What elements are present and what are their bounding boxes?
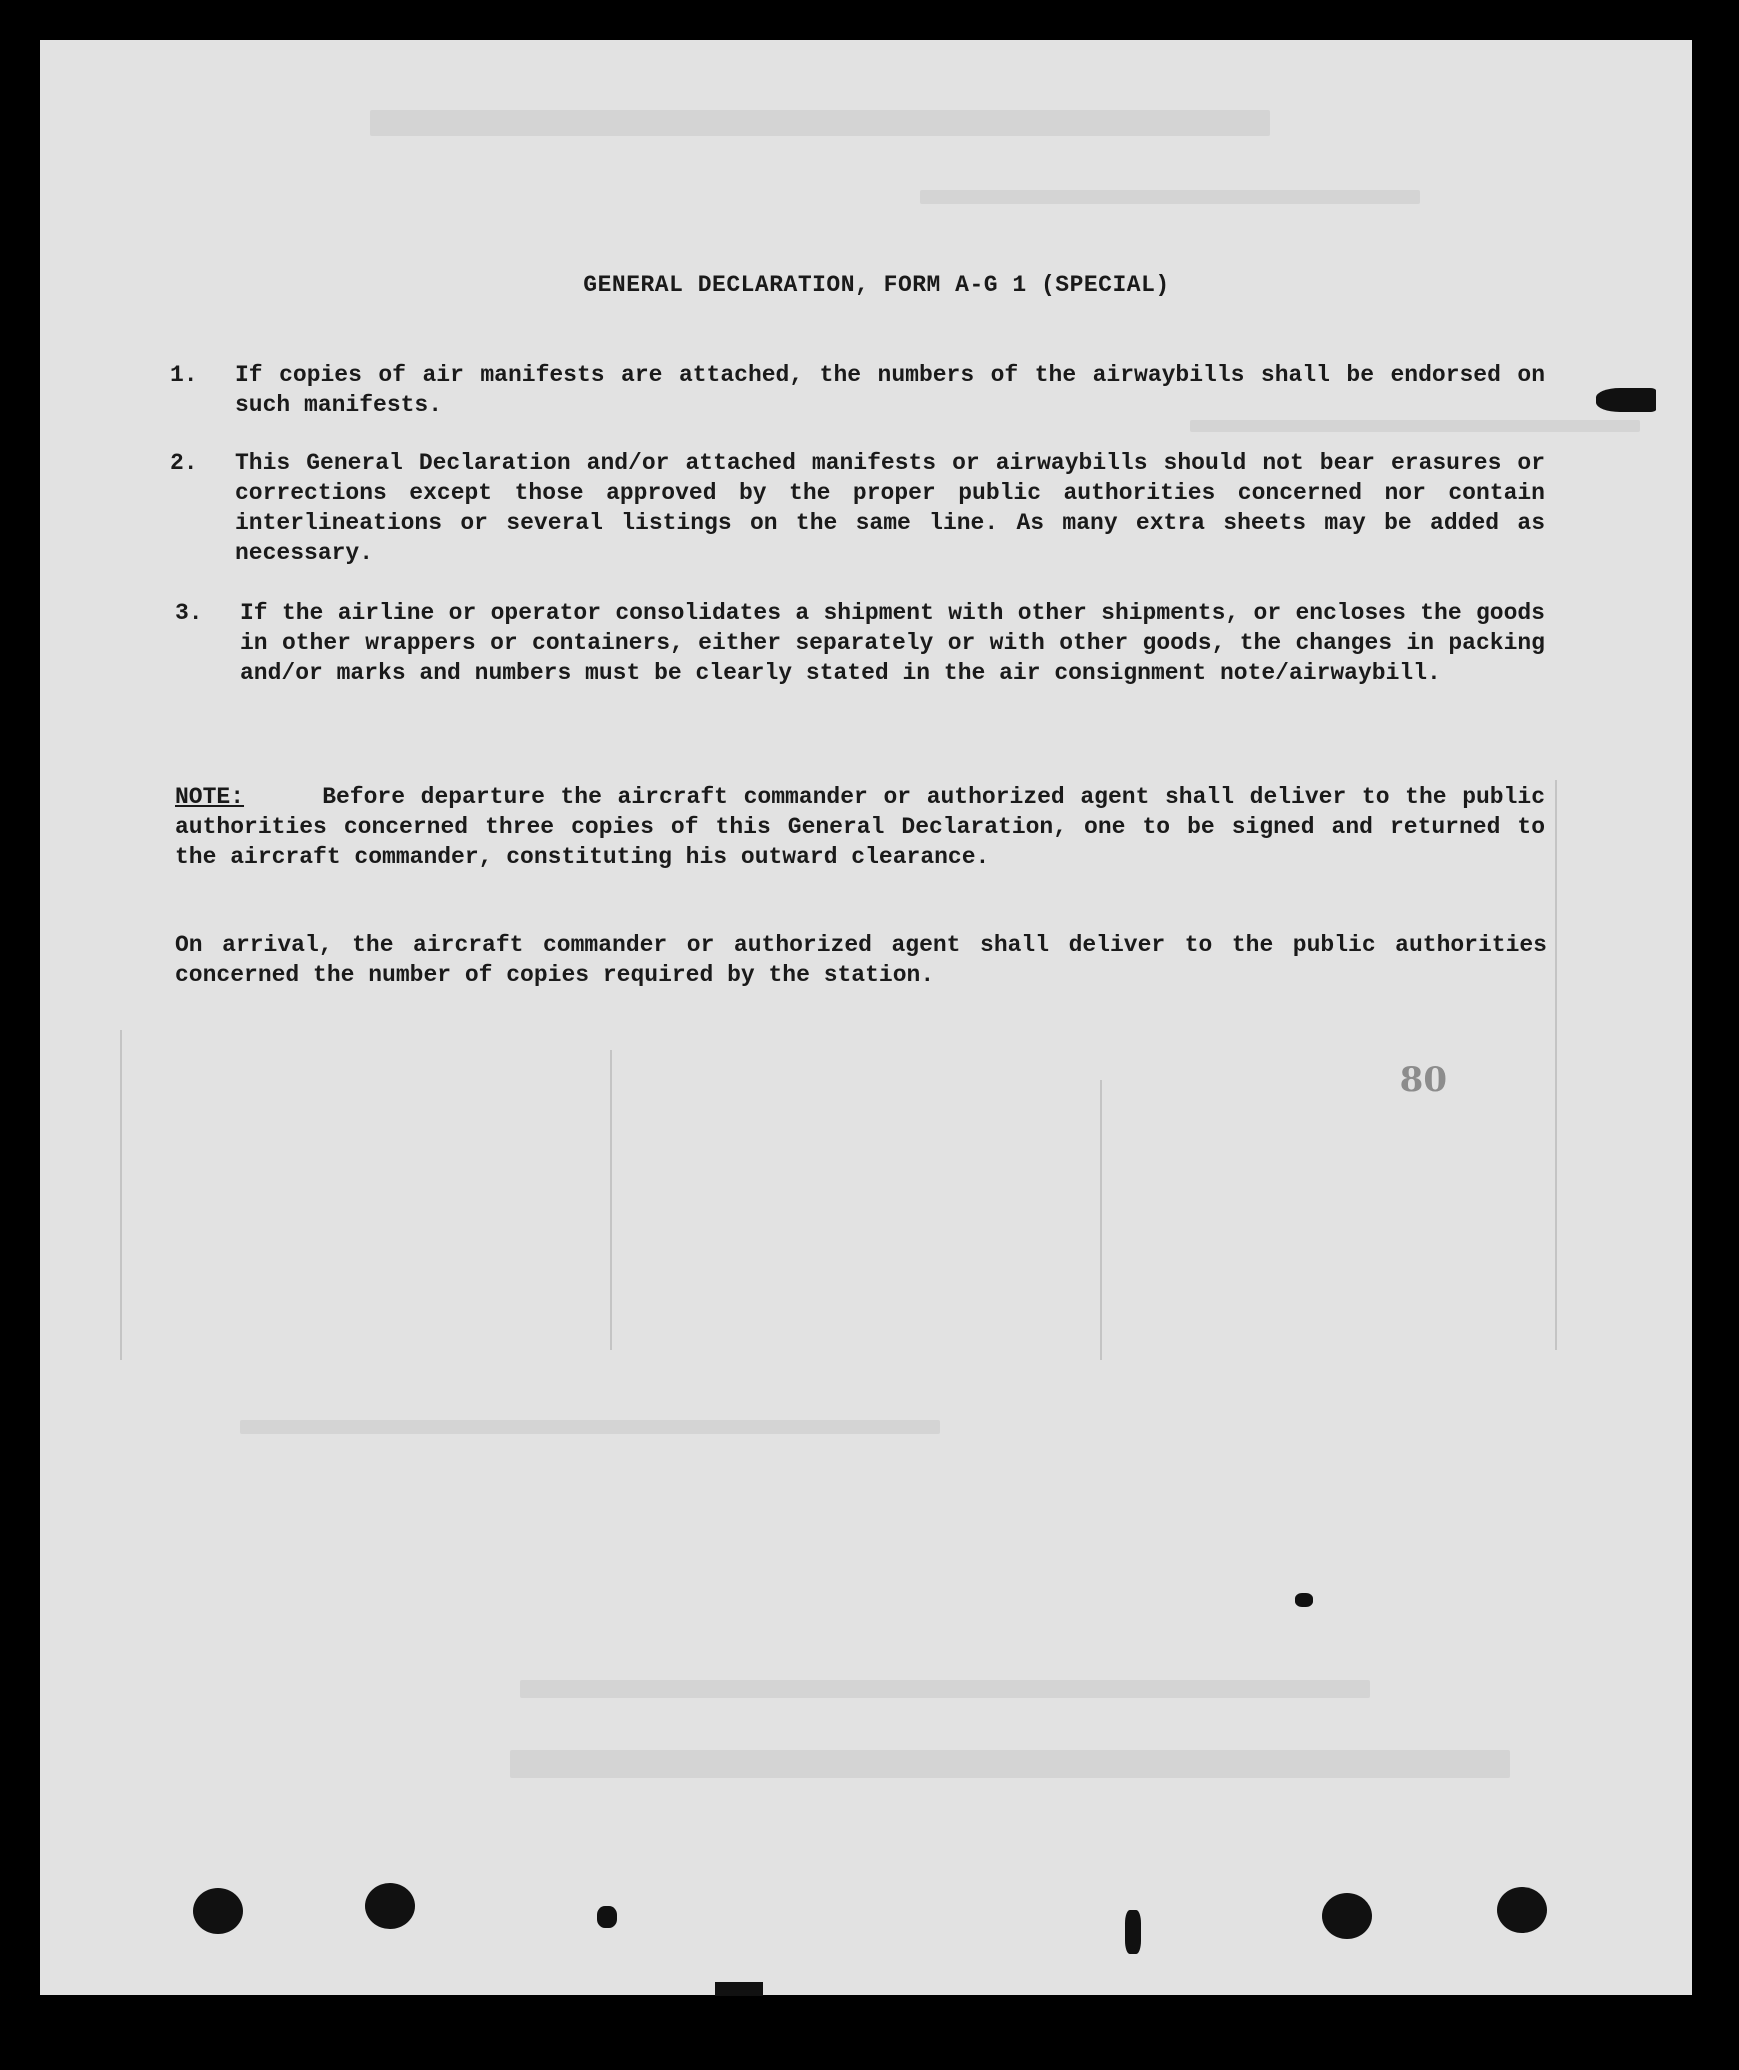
bleed-through-rule — [610, 1050, 612, 1350]
bleed-through-line — [1190, 420, 1640, 432]
item-number: 1. — [170, 362, 198, 388]
bleed-through-rule — [1555, 780, 1557, 1350]
document-page — [40, 40, 1692, 1995]
item-number: 2. — [170, 450, 198, 476]
bleed-through-line — [520, 1680, 1370, 1698]
bleed-through-rule — [120, 1030, 122, 1360]
ink-blot — [1295, 1593, 1313, 1607]
document-title: GENERAL DECLARATION, FORM A-G 1 (SPECIAL) — [583, 272, 1170, 298]
bleed-through-line — [920, 190, 1420, 204]
ink-blot — [597, 1906, 617, 1928]
bleed-through-header — [370, 110, 1270, 136]
edge-tab — [1596, 388, 1656, 412]
item-text: If the airline or operator consolidates a shipment with other shipments, or encloses the goods in other wrappers or containers, either separately or with other goods, the changes in packing and/or marks and numbers must be clearly stated in the air consignment note/airwaybill. — [240, 600, 1545, 686]
arrival-paragraph: On arrival, the aircraft commander or authorized agent shall deliver to the public authorities concerned the number of copies required by the station. — [175, 932, 1547, 988]
bleed-through-rule — [1100, 1080, 1102, 1360]
note-text: Before departure the aircraft commander or authorized agent shall deliver to the public authorities concerned three copies of this General Declaration, one to be signed and returned to the aircraft commander, constituting his outward clearance. — [175, 784, 1546, 870]
stamp-number: 80 — [1399, 1060, 1447, 1100]
punch-hole — [1497, 1887, 1547, 1933]
bleed-through-line — [510, 1750, 1510, 1778]
item-text: This General Declaration and/or attached manifests or airwaybills should not bear erasures or corrections except those approved by the proper public authorities concerned nor contain interlineations or several listings on the same line. As many extra sheets may be added as necessary. — [235, 450, 1545, 566]
note-label: NOTE: — [175, 784, 245, 810]
punch-hole — [365, 1883, 415, 1929]
bleed-through-line — [240, 1420, 940, 1434]
item-text: If copies of air manifests are attached, the numbers of the airwaybills shall be endorsed on such manifests. — [235, 362, 1545, 418]
punch-hole — [193, 1888, 243, 1934]
ink-blot — [1125, 1910, 1141, 1954]
item-number: 3. — [175, 600, 203, 626]
punch-hole — [1322, 1893, 1372, 1939]
ink-blot — [715, 1982, 763, 1996]
note-paragraph — [175, 782, 1545, 872]
